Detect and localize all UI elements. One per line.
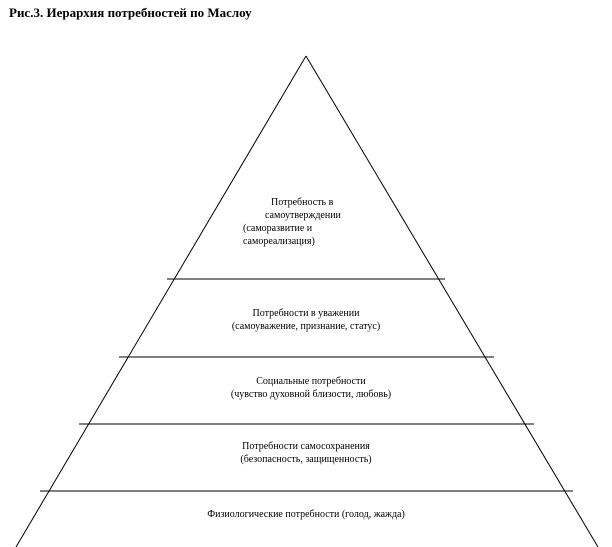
level-self-actualization-line-2: самоутверждении bbox=[265, 210, 341, 221]
level-self-actualization bbox=[243, 196, 403, 248]
level-self-actualization-line-1: Потребность в bbox=[271, 197, 334, 208]
level-self-actualization-line-4: самореализация) bbox=[243, 236, 315, 247]
level-social-title: Социальные потребности bbox=[256, 376, 366, 387]
level-social-details: (чувство духовной близости, любовь) bbox=[230, 389, 392, 400]
level-self-actualization-line-3: (саморазвитие и bbox=[243, 223, 313, 234]
level-safety-title: Потребности самосохранения bbox=[242, 441, 370, 452]
pyramid-left-edge bbox=[16, 56, 306, 547]
level-physiological-title: Физиологические потребности (голод, жажда) bbox=[207, 509, 405, 520]
level-safety bbox=[240, 440, 371, 466]
level-esteem-title: Потребности в уважении bbox=[252, 308, 360, 319]
figure-caption: Рис.3. Иерархия потребностей по Маслоу bbox=[9, 5, 252, 20]
level-esteem bbox=[232, 307, 380, 333]
pyramid-right-edge bbox=[306, 56, 598, 547]
level-physiological bbox=[207, 508, 405, 521]
level-social bbox=[231, 375, 391, 401]
level-safety-details: (безопасность, защищенность) bbox=[240, 454, 372, 465]
level-esteem-details: (самоуважение, признание, статус) bbox=[231, 321, 381, 332]
